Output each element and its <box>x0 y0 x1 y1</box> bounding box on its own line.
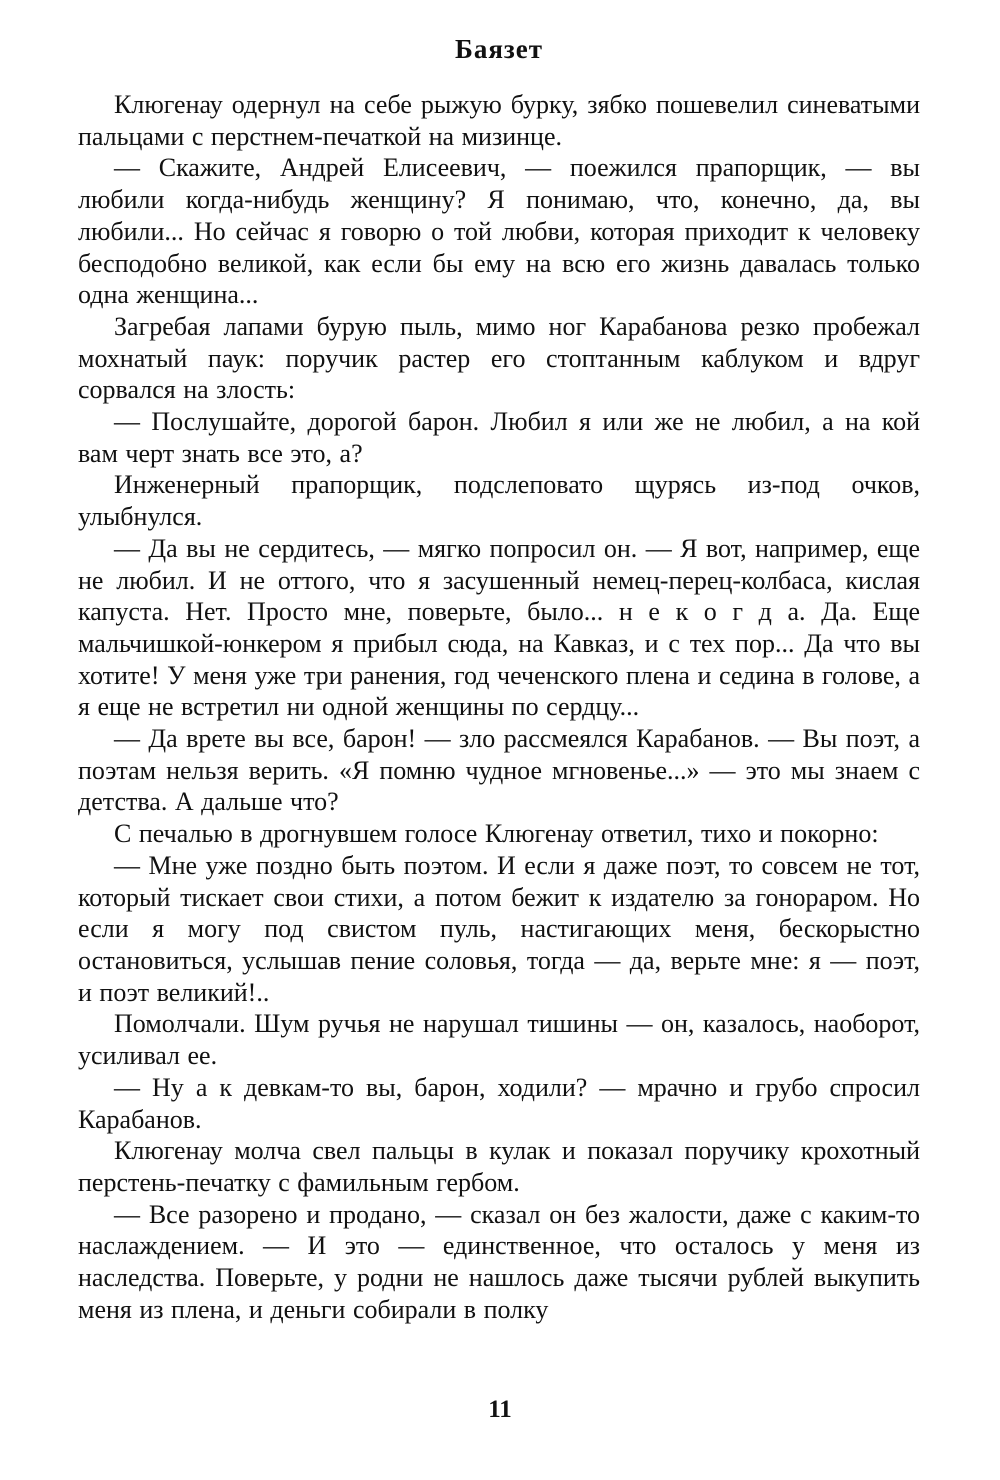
paragraph: Помолчали. Шум ручья не нарушал тишины — он, казалось, наоборот, усиливал ее. <box>78 1009 920 1071</box>
paragraph: — Все разорено и продано, — сказал он без жалости, даже с каким-то наслаждением. — И это — единственное, что осталось у меня из наследства. Поверьте, у родни не нашлось даже тысячи рублей выкупить меня из плена, и деньги собирали в полку <box>78 1199 920 1324</box>
paragraph: — Ну а к девкам-то вы, барон, ходили? — мрачно и грубо спросил Карабанов. <box>78 1072 920 1134</box>
paragraph: Инженерный прапорщик, подслеповато щурясь из-под очков, улыбнулся. <box>78 470 920 532</box>
body-text <box>78 89 920 1325</box>
paragraph: Клюгенау одернул на себе рыжую бурку, зябко пошевелил синеватыми пальцами с перстнем-печаткой на мизинце. <box>78 90 920 151</box>
paragraph: — Да вы не сердитесь, — мягко попросил он. — Я вот, например, еще не любил. И не оттого, что я засушенный немец-перец-колбаса, кислая капуста. Нет. Просто мне, поверьте, было... н е к о г д а. Да. Еще мальчишкой-юнкером я прибыл сюда, на Кавказ, и с тех пор... Да что вы хотите! У меня уже три ранения, год чеченского плена и седина в голове, а я еще не встретил ни одной женщины по сердцу... <box>78 533 920 722</box>
paragraph: Клюгенау молча свел пальцы в кулак и показал поручику крохотный перстень-печатку с фамильным гербом. <box>78 1136 920 1197</box>
paragraph: — Скажите, Андрей Елисеевич, — поежился прапорщик, — вы любили когда-нибудь женщину? Я понимаю, что, конечно, да, вы любили... Но сейчас я говорю о той любви, которая приходит к человеку бесподобно великой, как если бы ему на всю его жизнь давалась только одна женщина... <box>78 153 920 310</box>
page-title: Баязет <box>454 34 544 64</box>
paragraph: — Да врете вы все, барон! — зло рассмеялся Карабанов. — Вы поэт, а поэтам нельзя верить. «Я помню чудное мгновенье...» — это мы знаем с детства. А дальше что? <box>78 724 920 817</box>
paragraph: — Мне уже поздно быть поэтом. И если я даже поэт, то совсем не тот, который тискает свои стихи, а потом бежит к издателю за гонораром. Но если я могу под свистом пуль, настигающих меня, бескорыстно остановиться, услышав пение соловья, тогда — да, верьте мне: я — поэт, и поэт великий!.. <box>78 850 920 1007</box>
paragraph: — Послушайте, дорогой барон. Любил я или же не любил, а на кой вам черт знать все это, а? <box>78 407 920 468</box>
paragraph: Загребая лапами бурую пыль, мимо ног Карабанова резко пробежал мохнатый паук: поручик растер его стоптанным каблуком и вдруг сорвался на злость: <box>78 311 920 405</box>
page-number: 11 <box>488 1396 512 1423</box>
paragraph: С печалью в дрогнувшем голосе Клюгенау ответил, тихо и покорно: <box>114 819 879 849</box>
